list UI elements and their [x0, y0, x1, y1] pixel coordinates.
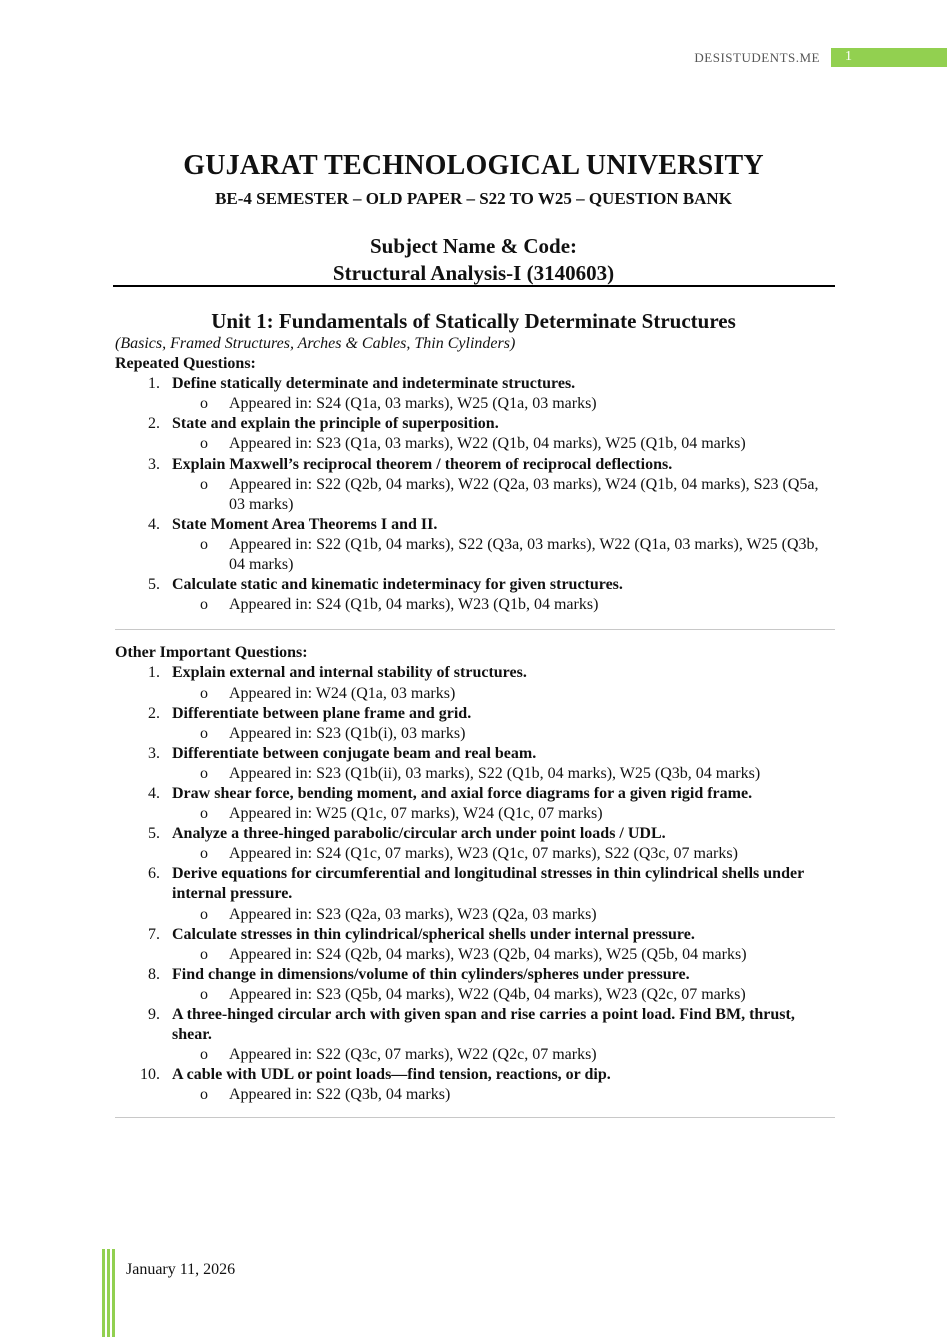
- appeared-in: Appeared in: S22 (Q1b, 04 marks), S22 (Q3a, 03 marks), W22 (Q1a, 03 marks), W25 (Q3b, 04 marks): [229, 535, 819, 574]
- question-number: 2.: [148, 415, 160, 433]
- bullet-icon: o: [200, 845, 208, 863]
- appeared-in: Appeared in: S24 (Q1c, 07 marks), W23 (Q1c, 07 marks), S22 (Q3c, 07 marks): [229, 845, 738, 863]
- appeared-in: Appeared in: S24 (Q1b, 04 marks), W23 (Q1b, 04 marks): [229, 596, 599, 614]
- question-number: 10.: [140, 1066, 160, 1084]
- question-text: Calculate stresses in thin cylindrical/spherical shells under internal pressure.: [172, 925, 695, 943]
- bullet-icon: o: [200, 724, 208, 742]
- question-item: [115, 663, 835, 703]
- question-text: Explain external and internal stability of structures.: [172, 664, 527, 682]
- bullet-icon: o: [200, 684, 208, 702]
- question-text: Calculate static and kinematic indeterminacy for given structures.: [172, 576, 623, 594]
- site-name: DESISTUDENTS.ME: [694, 50, 820, 65]
- question-item: [115, 414, 835, 454]
- bullet-icon: o: [200, 435, 208, 453]
- appeared-in: Appeared in: S22 (Q3b, 04 marks): [229, 1086, 451, 1104]
- question-text: State and explain the principle of superposition.: [172, 415, 499, 433]
- bullet-icon: o: [200, 395, 208, 413]
- question-text: Analyze a three-hinged parabolic/circular arch under point loads / UDL.: [172, 825, 666, 843]
- question-item: [115, 1065, 835, 1105]
- appeared-in: Appeared in: S23 (Q1b(i), 03 marks): [229, 724, 466, 742]
- unit-title: Unit 1: Fundamentals of Statically Determinate Structures: [211, 309, 736, 333]
- bullet-icon: o: [200, 1046, 208, 1064]
- repeated-heading: Repeated Questions:: [115, 355, 256, 373]
- question-item: [115, 744, 835, 784]
- question-number: 7.: [148, 925, 160, 943]
- appeared-in: Appeared in: S23 (Q2a, 03 marks), W23 (Q2a, 03 marks): [229, 905, 597, 923]
- appeared-in: Appeared in: W24 (Q1a, 03 marks): [229, 684, 456, 702]
- appeared-in: Appeared in: S24 (Q1a, 03 marks), W25 (Q1a, 03 marks): [229, 395, 597, 413]
- question-item: [115, 784, 835, 824]
- question-text: Differentiate between plane frame and grid.: [172, 704, 472, 722]
- appeared-in: Appeared in: S23 (Q1a, 03 marks), W22 (Q1b, 04 marks), W25 (Q1b, 04 marks): [229, 435, 746, 453]
- appeared-in: Appeared in: S24 (Q2b, 04 marks), W23 (Q2b, 04 marks), W25 (Q5b, 04 marks): [229, 945, 747, 963]
- appeared-in: Appeared in: S23 (Q1b(ii), 03 marks), S22 (Q1b, 04 marks), W25 (Q3b, 04 marks): [229, 764, 761, 782]
- question-text: State Moment Area Theorems I and II.: [172, 515, 438, 533]
- footer-accent-bars: [102, 1249, 116, 1337]
- bullet-icon: o: [200, 1086, 208, 1104]
- bullet-icon: o: [200, 945, 208, 963]
- question-item: [115, 515, 835, 575]
- bullet-icon: o: [200, 764, 208, 782]
- question-number: 3.: [148, 744, 160, 762]
- question-number: 4.: [148, 515, 160, 533]
- appeared-in: Appeared in: S22 (Q2b, 04 marks), W22 (Q2a, 03 marks), W24 (Q1b, 04 marks), S23 (Q5a, 03 marks): [229, 475, 819, 513]
- question-number: 2.: [148, 704, 160, 722]
- question-text: A three-hinged circular arch with given span and rise carries a point load. Find BM, thrust, shear.: [172, 1006, 795, 1044]
- question-number: 8.: [148, 965, 160, 983]
- bullet-icon: o: [200, 596, 208, 614]
- question-item: [115, 965, 835, 1005]
- page-number: 1: [845, 49, 852, 64]
- question-item: [115, 925, 835, 965]
- subject-label: Subject Name & Code:: [369, 234, 578, 258]
- question-item: [115, 864, 835, 924]
- bullet-icon: o: [200, 905, 208, 923]
- bullet-icon: o: [200, 535, 208, 553]
- question-number: 3.: [148, 455, 160, 473]
- question-number: 5.: [148, 576, 160, 594]
- page-number-box: [831, 48, 947, 67]
- question-item: [115, 455, 835, 515]
- appeared-in: Appeared in: S23 (Q5b, 04 marks), W22 (Q4b, 04 marks), W23 (Q2c, 07 marks): [229, 985, 746, 1003]
- question-text: Draw shear force, bending moment, and axial force diagrams for a given rigid frame.: [172, 784, 753, 802]
- question-text: A cable with UDL or point loads—find tension, reactions, or dip.: [172, 1066, 611, 1084]
- section-divider: [115, 629, 835, 630]
- question-number: 9.: [148, 1006, 160, 1023]
- paper-subtitle: BE-4 SEMESTER – OLD PAPER – S22 TO W25 – QUESTION BANK: [215, 189, 732, 208]
- bullet-icon: o: [200, 475, 208, 493]
- content: [115, 334, 835, 1118]
- university-title: GUJARAT TECHNOLOGICAL UNIVERSITY: [183, 150, 764, 181]
- page-header: [0, 48, 947, 68]
- question-item: [115, 575, 835, 615]
- question-text: Differentiate between conjugate beam and real beam.: [172, 744, 537, 762]
- question-item: [115, 824, 835, 864]
- question-number: 4.: [148, 784, 160, 802]
- question-item: [115, 374, 835, 414]
- footer-date: January 11, 2026: [126, 1261, 236, 1278]
- question-number: 5.: [148, 825, 160, 843]
- question-text: Find change in dimensions/volume of thin cylinders/spheres under pressure.: [172, 965, 690, 983]
- appeared-in: Appeared in: W25 (Q1c, 07 marks), W24 (Q1c, 07 marks): [229, 805, 603, 823]
- question-item: [115, 704, 835, 744]
- question-text: Derive equations for circumferential and longitudinal stresses in thin cylindrical shells under internal pressure.: [172, 865, 804, 903]
- question-number: 6.: [148, 865, 160, 883]
- question-text: Define statically determinate and indeterminate structures.: [172, 375, 576, 393]
- bullet-icon: o: [200, 805, 208, 823]
- question-number: 1.: [148, 664, 160, 682]
- question-item: [115, 1005, 835, 1065]
- other-question-list: [115, 663, 835, 1105]
- other-heading: Other Important Questions:: [115, 644, 308, 662]
- question-number: 1.: [148, 375, 160, 393]
- unit-topics: (Basics, Framed Structures, Arches & Cables, Thin Cylinders): [115, 335, 516, 352]
- bullet-icon: o: [200, 985, 208, 1003]
- appeared-in: Appeared in: S22 (Q3c, 07 marks), W22 (Q2c, 07 marks): [229, 1046, 597, 1064]
- repeated-question-list: [115, 374, 835, 615]
- section-divider: [115, 1117, 835, 1118]
- question-text: Explain Maxwell’s reciprocal theorem / theorem of reciprocal deflections.: [172, 455, 673, 473]
- subject-value: Structural Analysis-I (3140603): [332, 261, 615, 285]
- title-divider: [113, 285, 835, 287]
